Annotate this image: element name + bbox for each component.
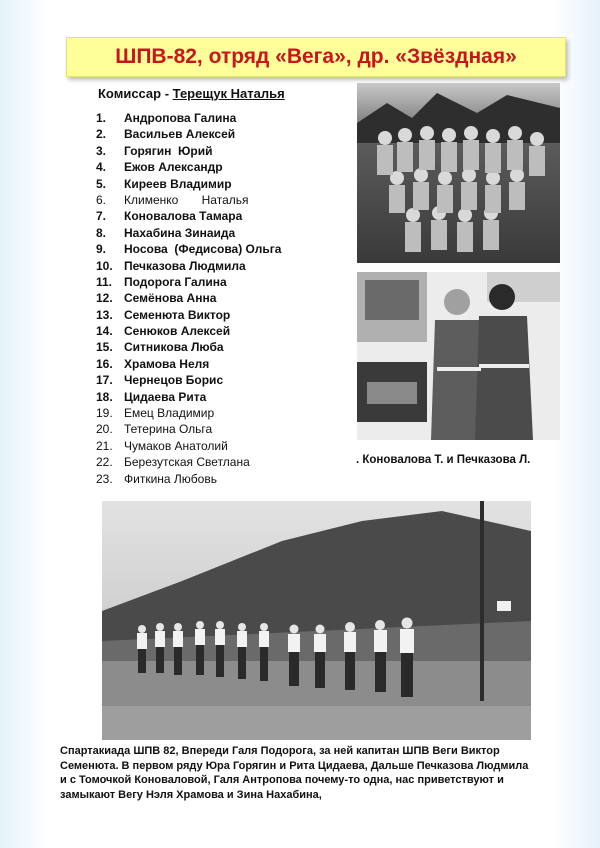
- roster-item: [96, 421, 281, 437]
- roster-name: Семёнова Анна: [124, 291, 217, 306]
- roster-item: [96, 405, 281, 421]
- roster-number: 11.: [96, 274, 113, 289]
- roster-name: Ситникова Люба: [124, 340, 224, 355]
- roster-number: 18.: [96, 389, 113, 404]
- roster-number: 17.: [96, 373, 113, 388]
- roster-name: Ежов Александр: [124, 160, 223, 175]
- roster-number: 3.: [96, 143, 107, 158]
- roster-name: Сенюков Алексей: [124, 324, 231, 339]
- roster-name: Носова (Федисова) Ольга: [124, 242, 282, 257]
- roster-number: 10.: [96, 258, 113, 273]
- roster-item: [96, 323, 281, 339]
- roster-item: [96, 274, 281, 290]
- roster-item: [96, 389, 281, 405]
- roster-number: 4.: [96, 160, 107, 175]
- roster-number: 19.: [96, 406, 113, 421]
- roster-number: 6.: [96, 192, 107, 207]
- roster-name: Березутская Светлана: [124, 455, 250, 470]
- roster-item: [96, 225, 281, 241]
- roster-name: Клименко Наталья: [124, 192, 249, 207]
- portrait-caption: . Коновалова Т. и Печказова Л.: [356, 454, 531, 466]
- roster-number: 22.: [96, 455, 113, 470]
- roster-name: Горягин Юрий: [124, 143, 213, 158]
- roster-name: Чернецов Борис: [124, 373, 224, 388]
- roster-item: [96, 110, 281, 126]
- roster-item: [96, 454, 281, 470]
- roster-name: Семенюта Виктор: [124, 307, 231, 322]
- roster-number: 2.: [96, 127, 107, 142]
- roster-item: [96, 208, 281, 224]
- group-photo: [357, 83, 560, 263]
- roster-name: Подорога Галина: [124, 274, 227, 289]
- roster-name: Киреев Владимир: [124, 176, 232, 191]
- roster-number: 12.: [96, 291, 113, 306]
- roster-number: 23.: [96, 471, 113, 486]
- roster-item: [96, 438, 281, 454]
- roster-number: 15.: [96, 340, 113, 355]
- roster-name: Тетерина Ольга: [124, 422, 213, 437]
- parade-caption: Спартакиада ШПВ 82, Впереди Галя Подорога, за ней капитан ШПВ Веги Виктор Семенюта. В первом ряду Юра Горягин и Рита Цидаева, Дальше Печказова Людмила и с Томочкой Коноваловой, Галя Антропова почему-то одна, нас приветствуют и замыкают Вегу Нэля Храмова и Зина Нахабина,: [60, 745, 529, 801]
- roster-number: 20.: [96, 422, 113, 437]
- roster-number: 21.: [96, 438, 113, 453]
- roster-name: Чумаков Анатолий: [124, 438, 228, 453]
- roster-number: 9.: [96, 242, 107, 257]
- roster-item: [96, 176, 281, 192]
- roster-number: 14.: [96, 324, 113, 339]
- commissar-name: Терещук Наталья: [172, 86, 285, 101]
- roster-name: Андропова Галина: [124, 111, 237, 125]
- roster-item: [96, 307, 281, 323]
- roster-name: Васильев Алексей: [124, 127, 236, 142]
- parade-photo: [102, 501, 531, 740]
- roster-item: [96, 143, 281, 159]
- roster-item: [96, 241, 281, 257]
- page-title: ШПВ-82, отряд «Вега», др. «Звёздная»: [66, 37, 566, 77]
- roster-item: [96, 471, 281, 487]
- roster-list: [96, 110, 281, 487]
- roster-name: Храмова Неля: [124, 356, 210, 371]
- roster-name: Емец Владимир: [124, 406, 215, 421]
- commissar-label: Комиссар -: [98, 86, 173, 101]
- roster-name: Печказова Людмила: [124, 258, 246, 273]
- roster-number: 5.: [96, 176, 107, 191]
- roster-number: 16.: [96, 356, 113, 371]
- roster-item: [96, 126, 281, 142]
- roster-item: [96, 258, 281, 274]
- roster-item: [96, 290, 281, 306]
- portrait-photo: [357, 272, 560, 440]
- commissar-line: [98, 86, 285, 101]
- roster-name: Цидаева Рита: [124, 389, 207, 404]
- roster-item: [96, 356, 281, 372]
- roster-number: 8.: [96, 225, 107, 240]
- roster-number: 13.: [96, 307, 113, 322]
- roster-number: 7.: [96, 209, 107, 224]
- roster-number: 1.: [96, 111, 107, 125]
- roster-name: Коновалова Тамара: [124, 209, 243, 224]
- roster-item: [96, 192, 281, 208]
- roster-item: [96, 339, 281, 355]
- roster-item: [96, 372, 281, 388]
- roster-name: Нахабина Зинаида: [124, 225, 236, 240]
- roster-name: Фиткина Любовь: [124, 471, 217, 486]
- roster-item: [96, 159, 281, 175]
